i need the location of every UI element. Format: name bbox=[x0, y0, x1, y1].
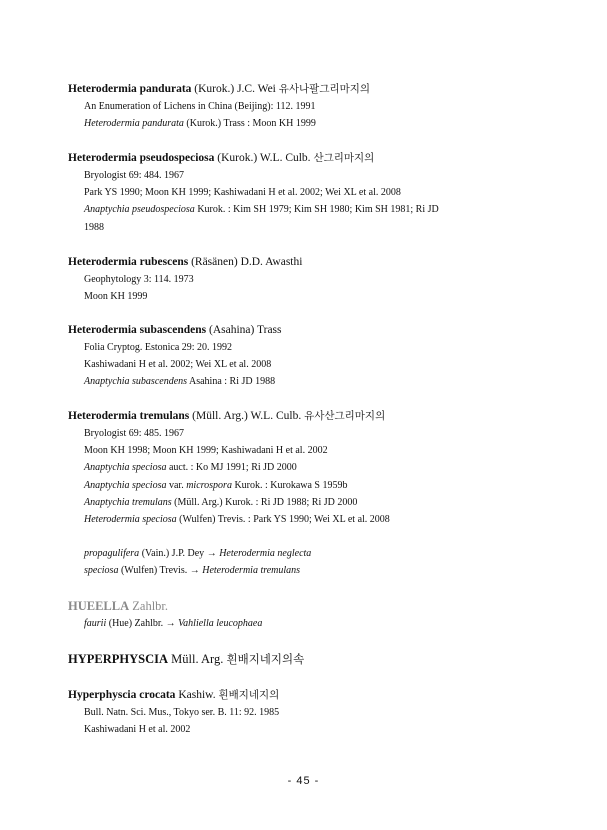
synonym-target: Vahliella leucophaea bbox=[178, 618, 263, 629]
synonym-epithet: faurii bbox=[84, 618, 107, 629]
synonym-target: Heterodermia neglecta bbox=[219, 548, 312, 559]
genus-author: Zahlbr. bbox=[132, 599, 169, 613]
species-name: Heterodermia rubescens bbox=[68, 256, 189, 268]
genus-name: HYPERPHYSCIA bbox=[68, 652, 169, 666]
species-heading bbox=[68, 150, 567, 167]
species-entry-rubescens bbox=[68, 254, 567, 305]
species-author: (Räsänen) D.D. Awasthi bbox=[191, 256, 303, 268]
species-heading bbox=[68, 687, 567, 704]
species-heading bbox=[68, 81, 567, 98]
citation-line: Kashiwadani H et al. 2002; Wei XL et al. 2008 bbox=[84, 359, 272, 371]
synonym-name: Heterodermia pandurata bbox=[84, 118, 184, 130]
species-author: Kashiw. bbox=[178, 689, 216, 701]
species-entry-crocata bbox=[68, 687, 567, 738]
synonym-author: (Wulfen) Trevis. bbox=[120, 565, 188, 577]
citation-text: (Kurok.) Trass : Moon KH 1999 bbox=[186, 118, 316, 130]
citation-text: auct. : Ko MJ 1991; Ri JD 2000 bbox=[168, 462, 297, 474]
citation-line bbox=[84, 201, 567, 218]
citation-line bbox=[84, 373, 567, 390]
korean-name: 산그리마지의 bbox=[313, 152, 375, 164]
synonym-name: Anaptychia subascendens bbox=[84, 376, 188, 388]
genus-name: HUEELLA bbox=[68, 599, 130, 613]
synonym-line bbox=[84, 545, 567, 562]
citation-text: Kurok. : Kim SH 1979; Kim SH 1980; Kim SH 1981; Ri JD bbox=[197, 204, 439, 216]
citation-line bbox=[84, 477, 567, 494]
species-heading bbox=[68, 254, 567, 271]
synonym-block bbox=[68, 545, 567, 579]
citation-line: Bryologist 69: 485. 1967 bbox=[84, 428, 185, 439]
species-entry-pandurata bbox=[68, 81, 567, 132]
species-entry-tremulans bbox=[68, 408, 567, 528]
genus-author: Müll. Arg. bbox=[171, 652, 224, 666]
citation-text: Kurok. : Kurokawa S 1959b bbox=[234, 479, 348, 491]
species-heading bbox=[68, 408, 567, 425]
synonym-epithet: propagulifera bbox=[84, 548, 140, 559]
genus-entry-hueella bbox=[68, 598, 567, 632]
species-name: Heterodermia subascendens bbox=[68, 324, 207, 336]
species-name: Heterodermia pseudospeciosa bbox=[68, 152, 215, 164]
citation-line: Moon KH 1998; Moon KH 1999; Kashiwadani H et al. 2002 bbox=[84, 445, 328, 457]
citation-line bbox=[84, 511, 567, 528]
synonym-variety: microspora bbox=[186, 479, 232, 491]
citation-line: Moon KH 1999 bbox=[84, 291, 148, 303]
citation-line: Bryologist 69: 484. 1967 bbox=[84, 170, 185, 181]
citation-line: Geophytology 3: 114. 1973 bbox=[84, 274, 194, 285]
citation-line: Kashiwadani H et al. 2002 bbox=[84, 724, 191, 736]
species-name: Heterodermia pandurata bbox=[68, 83, 192, 95]
synonym-name: Anaptychia speciosa bbox=[84, 462, 167, 474]
citation-line: Folia Cryptog. Estonica 29: 20. 1992 bbox=[84, 342, 233, 353]
korean-name: 유사산그리마지의 bbox=[304, 410, 386, 422]
citation-line bbox=[84, 115, 567, 132]
synonym-name: Heterodermia speciosa bbox=[84, 514, 177, 526]
genus-entry-hyperphyscia bbox=[68, 651, 567, 668]
synonym-author: (Vain.) J.P. Dey bbox=[141, 548, 205, 559]
genus-heading bbox=[68, 598, 567, 615]
arrow-icon: → bbox=[189, 565, 200, 577]
species-name: Heterodermia tremulans bbox=[68, 410, 190, 422]
citation-line bbox=[84, 459, 567, 476]
synonym-name: Anaptychia pseudospeciosa bbox=[84, 204, 195, 216]
synonym-line bbox=[84, 562, 567, 579]
species-author: (Asahina) Trass bbox=[208, 324, 282, 336]
species-author: (Müll. Arg.) W.L. Culb. bbox=[192, 410, 302, 422]
synonym-target: Heterodermia tremulans bbox=[202, 565, 301, 577]
synonym-name: Anaptychia tremulans bbox=[84, 496, 172, 508]
citation-text: (Wulfen) Trevis. : Park YS 1990; Wei XL et al. 2008 bbox=[179, 514, 390, 526]
species-author: (Kurok.) W.L. Culb. bbox=[217, 152, 311, 164]
citation-text: var. bbox=[168, 479, 184, 491]
citation-line: An Enumeration of Lichens in China (Beijing): 112. 1991 bbox=[84, 101, 316, 112]
page-number: - 45 - bbox=[287, 775, 320, 787]
synonym-line bbox=[84, 615, 567, 632]
citation-line: 1988 bbox=[84, 221, 104, 233]
species-author: (Kurok.) J.C. Wei bbox=[194, 83, 276, 95]
korean-name: 흰배지네지의속 bbox=[226, 652, 305, 666]
citation-text: Asahina : Ri JD 1988 bbox=[189, 376, 276, 388]
korean-name: 유사나팔그리마지의 bbox=[278, 83, 371, 95]
species-entry-subascendens bbox=[68, 322, 567, 391]
citation-text: (Müll. Arg.) Kurok. : Ri JD 1988; Ri JD 2000 bbox=[174, 496, 358, 508]
synonym-author: (Hue) Zahlbr. bbox=[108, 618, 164, 629]
citation-line: Bull. Natn. Sci. Mus., Tokyo ser. B. 11: 92. 1985 bbox=[84, 707, 280, 718]
synonym-epithet: speciosa bbox=[84, 565, 119, 577]
citation-line: Park YS 1990; Moon KH 1999; Kashiwadani H et al. 2002; Wei XL et al. 2008 bbox=[84, 187, 401, 199]
species-heading bbox=[68, 322, 567, 339]
arrow-icon: → bbox=[206, 548, 217, 559]
synonym-name: Anaptychia speciosa bbox=[84, 479, 167, 491]
arrow-icon: → bbox=[165, 618, 176, 629]
korean-name: 흰배지네지의 bbox=[218, 689, 280, 701]
species-entry-pseudospeciosa bbox=[68, 150, 567, 236]
citation-line bbox=[84, 494, 567, 511]
genus-heading bbox=[68, 651, 567, 668]
species-name: Hyperphyscia crocata bbox=[68, 689, 176, 701]
